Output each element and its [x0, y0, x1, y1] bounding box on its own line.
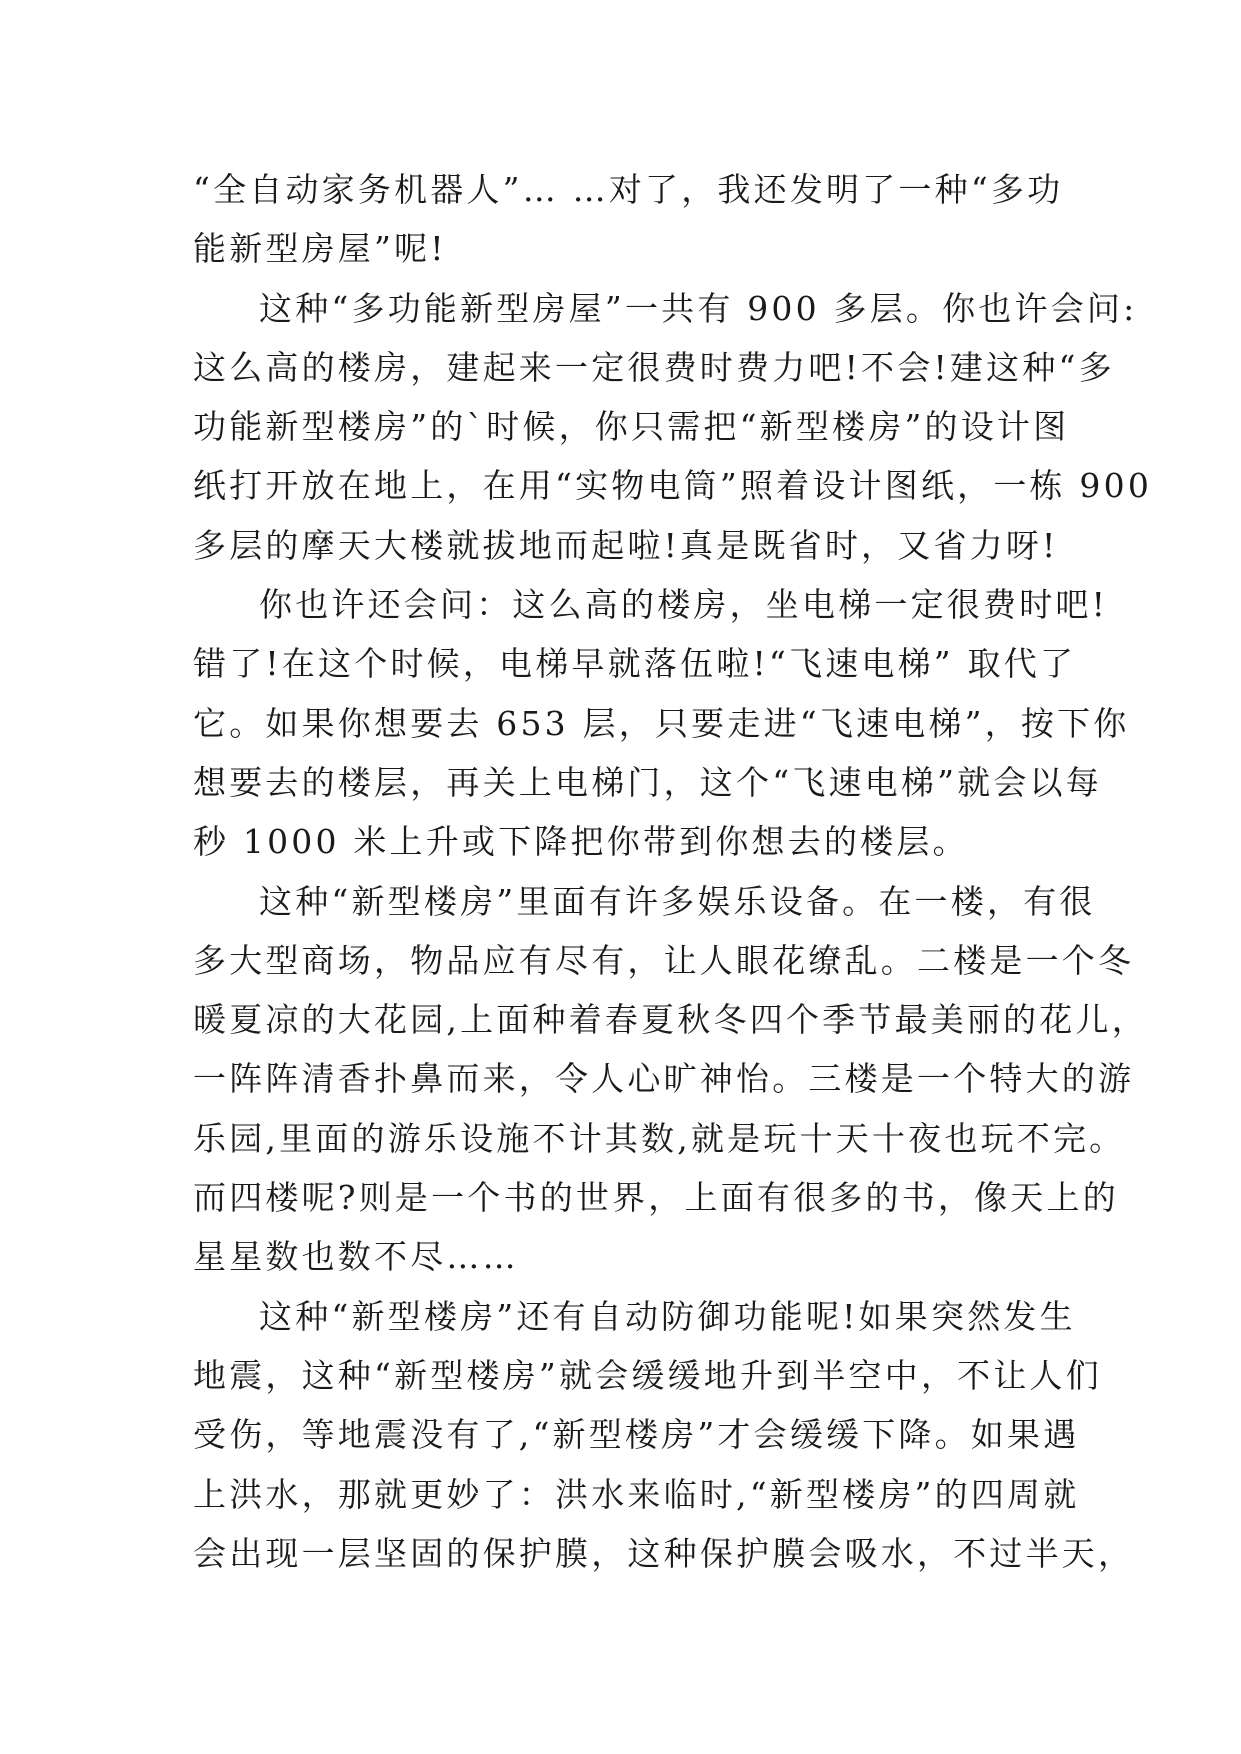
text-line: 暖夏凉的大花园,上面种着春夏秋冬四个季节最美丽的花儿， — [193, 1000, 1148, 1040]
text-line: 纸打开放在地上，在用“实物电筒”照着设计图纸，一栋 900 — [193, 466, 1153, 506]
text-line: 上洪水，那就更妙了：洪水来临时,“新型楼房”的四周就 — [193, 1474, 1080, 1514]
text-line: 错了!在这个时候，电梯早就落伍啦!“飞速电梯” 取代了 — [193, 644, 1077, 684]
text-line: 秒 1000 米上升或下降把你带到你想去的楼层。 — [193, 822, 969, 862]
text-line: 乐园,里面的游乐设施不计其数,就是玩十天十夜也玩不完。 — [193, 1118, 1126, 1158]
text-line: 能新型房屋”呢! — [193, 229, 447, 269]
text-line: 一阵阵清香扑鼻而来，令人心旷神怡。三楼是一个特大的游 — [193, 1059, 1135, 1099]
text-line: 受伤，等地震没有了,“新型楼房”才会缓缓下降。如果遇 — [193, 1415, 1080, 1455]
text-line: 而四楼呢?则是一个书的世界，上面有很多的书，像天上的 — [193, 1178, 1119, 1218]
text-line: 你也许还会问：这么高的楼房，坐电梯一定很费时吧! — [259, 585, 1109, 625]
text-line: 这种“新型楼房”里面有许多娱乐设备。在一楼，有很 — [259, 881, 1096, 921]
body-text — [193, 160, 1153, 1583]
text-line: 这种“多功能新型房屋”一共有 900 多层。你也许会问: — [259, 288, 1138, 328]
text-line: 星星数也数不尽…… — [193, 1237, 519, 1277]
text-line: 地震，这种“新型楼房”就会缓缓地升到半空中，不让人们 — [193, 1355, 1102, 1395]
text-line: “全自动家务机器人”… …对了，我还发明了一种“多功 — [193, 170, 1064, 209]
text-line: 多大型商场，物品应有尽有，让人眼花缭乱。二楼是一个冬 — [193, 940, 1135, 980]
text-line: 它。如果你想要去 653 层，只要走进“飞速电梯”，按下你 — [193, 703, 1130, 743]
text-line: 这种“新型楼房”还有自动防御功能呢!如果突然发生 — [259, 1296, 1076, 1336]
text-line: 想要去的楼层，再关上电梯门，这个“飞速电梯”就会以每 — [193, 762, 1102, 802]
text-line: 这么高的楼房，建起来一定很费时费力吧!不会!建这种“多 — [193, 347, 1115, 387]
text-line: 功能新型楼房”的`时候，你只需把“新型楼房”的设计图 — [193, 407, 1070, 447]
text-line: 多层的摩天大楼就拔地而起啦!真是既省时，又省力呀! — [193, 525, 1059, 565]
text-line: 会出现一层坚固的保护膜，这种保护膜会吸水，不过半天， — [193, 1533, 1135, 1573]
